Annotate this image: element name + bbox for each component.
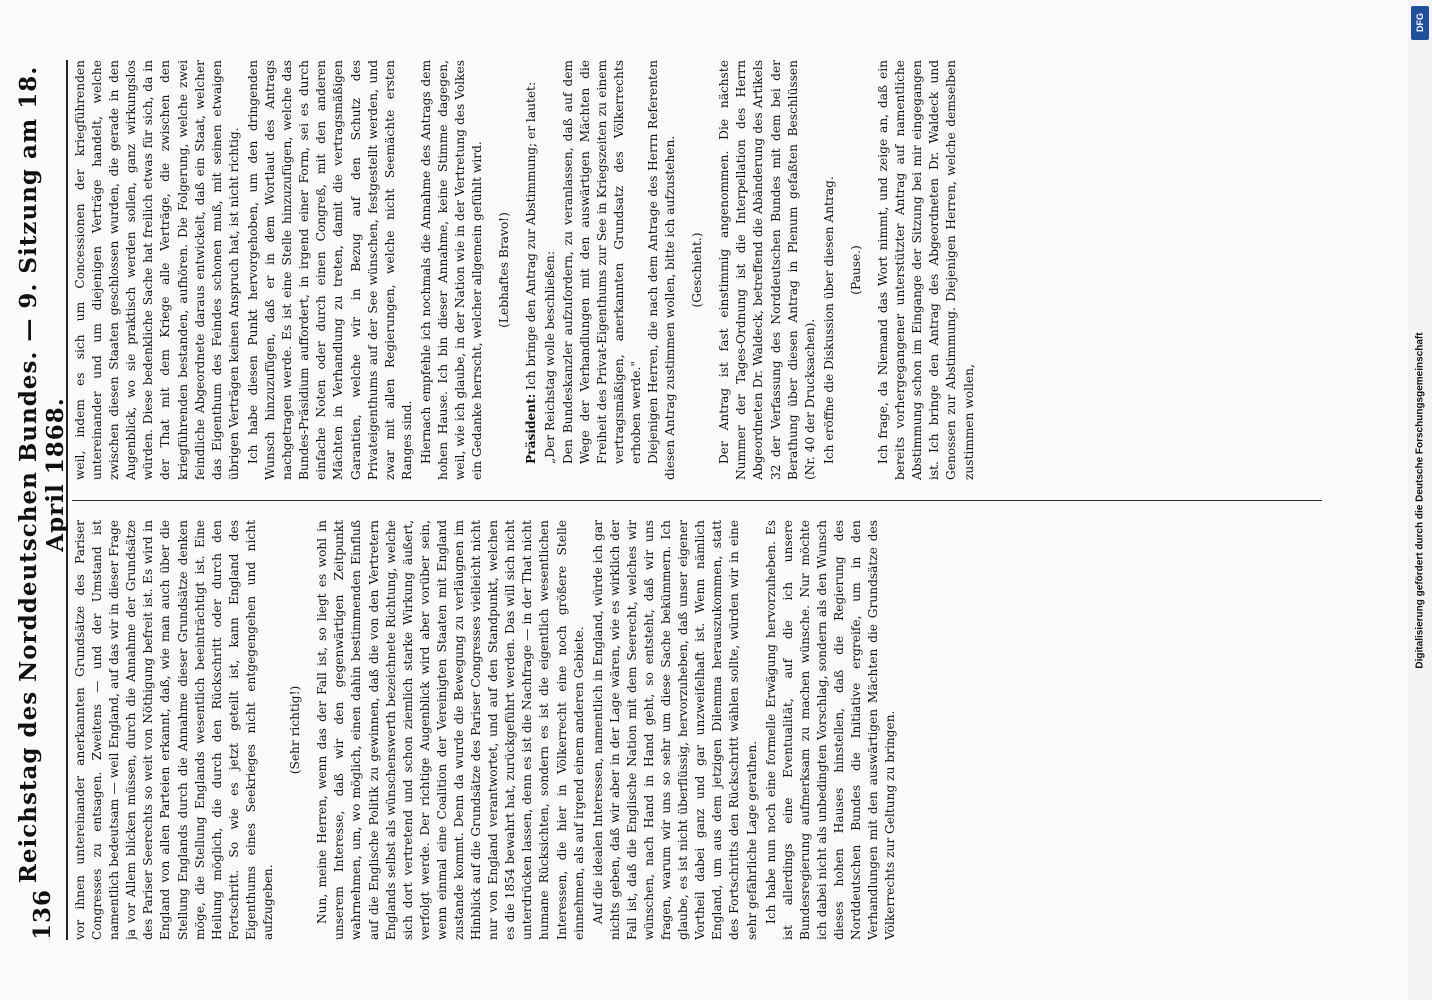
stage-direction: (Sehr richtig!) — [288, 685, 303, 775]
right-column — [72, 60, 1322, 480]
paragraph: Diejenigen Herren, die nach dem Antrage des Herrn Referenten diesen Antrag zustimmen wollen, bitte ich aufzustehen. — [646, 60, 678, 480]
page-number: 136 — [28, 888, 56, 940]
page-title: Reichstag des Norddeutschen Bundes. — 9. Sitzung am 18. April 1868. — [15, 65, 69, 884]
left-column — [72, 520, 1322, 940]
paragraph: Ich frage, da Niemand das Wort nimmt, und zeige an, daß ein bereits vorhergegangener unterstützter Antrag auf namentliche Abstimmung schon im Eingange der Sitzung bei mir eingegangen ist. Ich bringe den Antrag des Abgeordneten Dr. Waldeck und Genossen zur Abstimmung. Diejenigen Herren, welche demselben zustimmen wollen, — [876, 60, 976, 480]
quote: Den Bundeskanzler aufzufordern, zu veranlassen, daß auf dem Wege der Verhandlungen mit den auswärtigen Mächten die Freiheit des Privat-Eigenthums zur See in Kriegszeiten zu einem vertragsmäßigen, anerkannten Grundsatz des Völkerrechts erhoben werde." — [560, 60, 643, 464]
paragraph: Ich habe nun noch eine formelle Erwägung hervorzuheben. Es ist allerdings eine Eventualität, auf die ich unsere Bundesregierung aufmerksam zu machen wünsche. Nur möchte ich dabei nicht als unbedingten Vorschlag, sondern als den Wunsch dieses hohen Hauses hinstellen, daß die Regierung des Norddeutschen Bundes die Initiative ergreife, um in den Verhandlungen mit den auswärtigen Mächten die Grundsätze des Völkerrechts zur Geltung zu bringen. — [763, 520, 898, 940]
dfg-credit: Digitalisierung gefördert durch die Deutsche Forschungsgemeinschaft — [1414, 331, 1426, 669]
paragraph: Ich eröffne die Diskussion über diesen Antrag. — [821, 176, 836, 464]
stage-direction: (Geschieht.) — [690, 232, 705, 308]
paragraph: Der Antrag ist fast einstimmig angenommen. Die nächste Nummer der Tages-Ordnung ist die Interpellation des Herrn Abgeordneten Dr. Waldeck, betreffend die Abänderung des Artikels 32 der Verfassung des Norddeutschen Bundes mit dem bei der Berathung über diesen Antrag in Plenum gefaßten Beschlüssen (Nr. 40 der Drucksachen). — [717, 60, 817, 480]
paragraph: weil, indem es sich um Concessionen der kriegführenden untereinander und um diejenigen Verträge handelt, welche zwischen diesen Staaten geschlossen wurden, die gerade in den Augenblick, wo sie praktisch werden sollen, ganz wirkungslos würden. Diese bedenkliche Sache hat freilich etwas für sich, da in der That mit dem Kriege alle Verträge, die zwischen den kriegführenden bestanden, aufhören. Die Folgerung, welche zwei feindliche Abgeordnete daraus entwickelt, daß ein Staat, welcher das Eigenthum des Feindes schonen muß, mit seinen etwaigen übrigen Verträgen keinen Anspruch hat, ist nicht richtig. — [73, 60, 241, 480]
column-divider — [72, 500, 1322, 501]
stage-direction: (Pause.) — [848, 245, 863, 295]
paragraph: Hiernach empfehle ich nochmals die Annahme des Antrags dem hohen Hause. Ich bin dieser Annahme, keine Stimme dagegen, weil, wie ich glaube, in der Nation wie in der Vertretung des Volkes ein Gedanke herrscht, welcher allgemein gefühlt wird. — [418, 60, 485, 480]
paragraph: vor ihnen untereinander anerkannten Grundsätze des Pariser Congresses zu entsagen. Zweitens — und der Umstand ist namentlich bedeutsam — weil England, auf das wir in dieser Frage ja vor Allem blicken müssen, durch die Annahme der Grundsätze des Pariser Seerechts so weit von Nöthigung befreit ist. Es wird in England von allen Parteien erkannt, daß, wie man auch über die Stellung Englands durch die Annahme dieser Grundsätze denken möge, die Stellung Englands wesentlich beeinträchtigt ist. Eine Heilung möglich, die durch den Rückschritt oder durch den Fortschritt. So wie es jetzt geteilt ist, kann England des Eigenthums eines Seekrieges nicht entgegengehen und nicht aufzugeben. — [73, 520, 276, 940]
page-header — [15, 60, 69, 940]
paragraph — [523, 60, 540, 480]
speaker-text: Ich bringe den Antrag zur Abstimmung; er lautet: — [524, 81, 539, 390]
stage-direction: (Lebhaftes Bravo!) — [497, 212, 512, 328]
speaker-label: Präsident: — [524, 393, 539, 464]
dfg-credit-strip — [1408, 0, 1432, 1000]
quote: „Der Reichstag wolle beschließen: — [543, 251, 558, 464]
dfg-logo-icon: DFG — [1411, 6, 1429, 40]
paragraph: Auf die idealen Interessen, namentlich in England, würde ich gar nichts geben, daß wir aber in der Lage wären, wie es wirklich der Fall ist, daß die Englische Nation mit dem Seerecht, welches wir wünschen, nach Hand in Hand geht, so entsteht, daß wir uns fragen, warum wir uns so sehr um diese Sache bekümmern. Ich glaube, es ist nicht überflüssig, hervorzuheben, daß unser eigener Vortheil dabei ganz und gar unzweifelhaft ist. Wenn nämlich England, um aus dem jetzigen Dilemma herauszukommen, statt des Fortschritts den Rückschritt wählen sollte, würden wir in eine sehr gefährliche Lage gerathen. — [590, 520, 759, 940]
paragraph: Ich habe diesen Punkt hervorgehoben, um den dringenden Wunsch hinzuzufügen, daß er in dem Wortlaut des Antrags nachgetragen werde. Es ist eine Stelle hinzuzufügen, welche das Bundes-Präsidium auffordert, in irgend einer Form, sei es durch einfache Noten oder durch einen Congreß, mit den anderen Mächten in Verhandlung zu treten, damit die vertragsmäßigen Garantien, welche wir in Bezug auf den Schutz des Privateigenthums auf der See wünschen, festgestellt werden, und zwar mit allen Regierungen, welche nicht Seemächte ersten Ranges sind. — [245, 60, 414, 480]
paragraph: Nun, meine Herren, wenn das der Fall ist, so liegt es wohl in unserem Interesse, daß wir den gegenwärtigen Zeitpunkt wahrnehmen, um, wo möglich, einen dahin bestimmenden Einfluß auf die Englische Politik zu gewinnen, daß die von den Vertretern Englands selbst als wünschenswerth bezeichnete Richtung, welche sich dort vertretend und schon ziemlich starke Wirkung äußert, verfolgt werde. Der richtige Augenblick wird aber vorüber sein, wenn einmal eine Coalition der Vereinigten Staaten mit England zustande kommt. Denn da wurde die Bewegung zu verläugnen im Hinblick auf die Grundsätze des Pariser Congresses vielleicht nicht nur von England verantwortet, und auf den Standpunkt, welchen es die 1854 bewahrt hat, zurückgeführt werden. Das will sich nicht unterdrücken lassen, denn es ist die Nachfrage — in der That nicht humane Rücksichten, sondern es ist die eigentlich wesentlichen Interessen, die hier in Völkerrecht eine noch größere Stelle einnehmen, als auf irgend einem anderen Gebiete. — [315, 520, 586, 940]
